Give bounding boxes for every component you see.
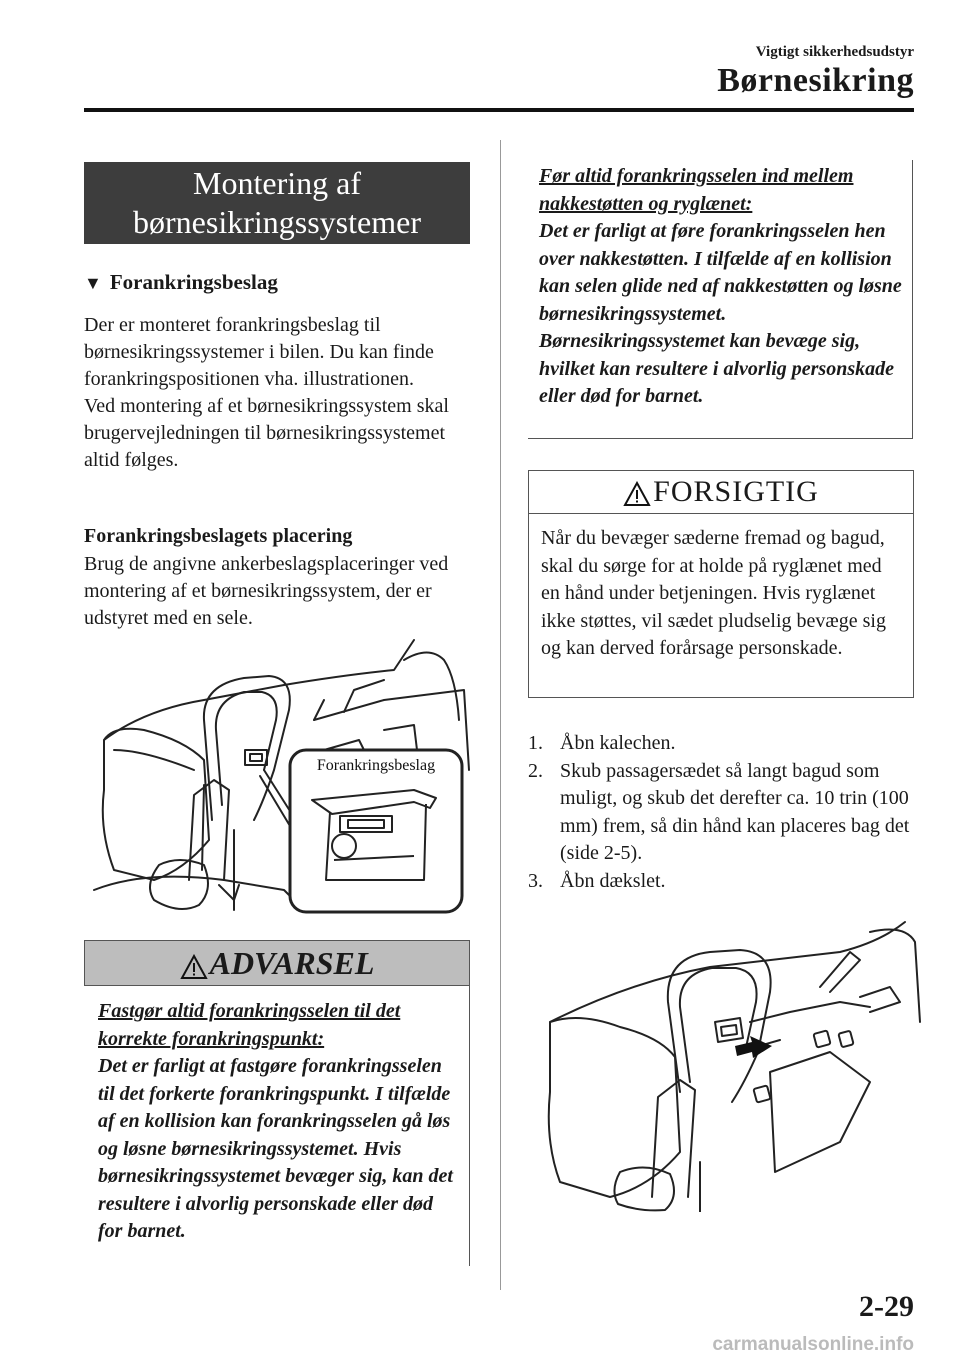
subsection-heading: ▼ Forankringsbeslag xyxy=(84,270,278,294)
running-header-section: Vigtigt sikkerhedsudstyr xyxy=(755,44,914,60)
warning-title: Fastgør altid forankringsselen til det korrekte forankringspunkt: xyxy=(98,1000,401,1050)
warning-continued-title: Før altid forankringsselen ind mellem nakkestøtten og ryglænet: xyxy=(539,165,854,215)
procedure-steps xyxy=(528,730,918,895)
page-number: 2-29 xyxy=(859,1290,914,1323)
warning-triangle-icon xyxy=(180,954,208,980)
warning-triangle-icon xyxy=(623,481,651,507)
warning-text xyxy=(98,998,458,1246)
warning-header: ADVARSEL xyxy=(84,940,470,986)
triangle-down-icon: ▼ xyxy=(84,273,102,293)
step-item: 1. Åbn kalechen. xyxy=(528,732,676,754)
anchor-location-figure xyxy=(84,630,474,920)
section-banner-line1: Montering af xyxy=(193,165,361,201)
column-divider xyxy=(500,140,501,1290)
step-item: 2. Skub passagersædet så langt bagud som muligt, og skub det derefter ca. 10 trin (100 mm) frem, så din hånd kan placeres bag det (side 2-5). xyxy=(528,759,910,864)
warning-box xyxy=(84,940,470,1270)
watermark: carmanualsonline.info xyxy=(712,1334,914,1355)
caution-header: FORSIGTIG xyxy=(529,471,913,514)
section-banner-line2: børnesikringssystemer xyxy=(133,204,421,240)
warning-continued-text xyxy=(539,163,904,411)
placement-paragraph: Brug de angivne ankerbeslagsplaceringer ved montering af et børnesikringssystem, der er udstyret med en sele. xyxy=(84,553,449,629)
cover-open-figure xyxy=(540,912,930,1212)
anchor-callout-label: Forankringsbeslag xyxy=(316,757,436,774)
intro-paragraph: Der er monteret forankringsbeslag til børnesikringssystemer i bilen. Du kan finde forankringspositionen vha. illustrationen. Ved montering af et børnesikringssystem skal brugervejledningen til børnesikringssystemet altid følges. xyxy=(84,314,449,471)
header-rule xyxy=(84,108,914,112)
running-header-chapter: Børnesikring xyxy=(717,62,914,99)
warning-continued-body: Det er farligt at føre forankringsselen hen over nakkestøtten. I tilfælde af en kollision kan selen glide ned af nakkestøtten og løsne børnesikringssystemet. Børnesikringssystemet kan bevæge sig, hvilket kan resultere i alvorlig personskade eller død for barnet. xyxy=(539,220,902,407)
warning-body: Det er farligt at fastgøre forankringsselen til det forkerte forankringspunkt. I tilfælde af en kollision kan forankringsselen gå løs og løsne børnesikringssystemet. Hvis børnesikringssystemet bevæger sig, kan det resultere i alvorlig personskade eller død for barnet. xyxy=(98,1055,453,1242)
placement-heading: Forankringsbeslagets placering xyxy=(84,525,353,547)
caution-box xyxy=(528,470,914,698)
caution-text: Når du bevæger sæderne fremad og bagud, skal du sørge for at holde på ryglænet med en hånd under betjeningen. Hvis ryglænet ikke støttes, vil sædet pludselig bevæge sig og kan derved forårsage personskade. xyxy=(541,527,886,659)
step-item: 3. Åbn dækslet. xyxy=(528,869,666,892)
warning-continued-box xyxy=(528,160,913,439)
warning-box-border xyxy=(469,986,470,1266)
section-banner xyxy=(84,162,470,244)
